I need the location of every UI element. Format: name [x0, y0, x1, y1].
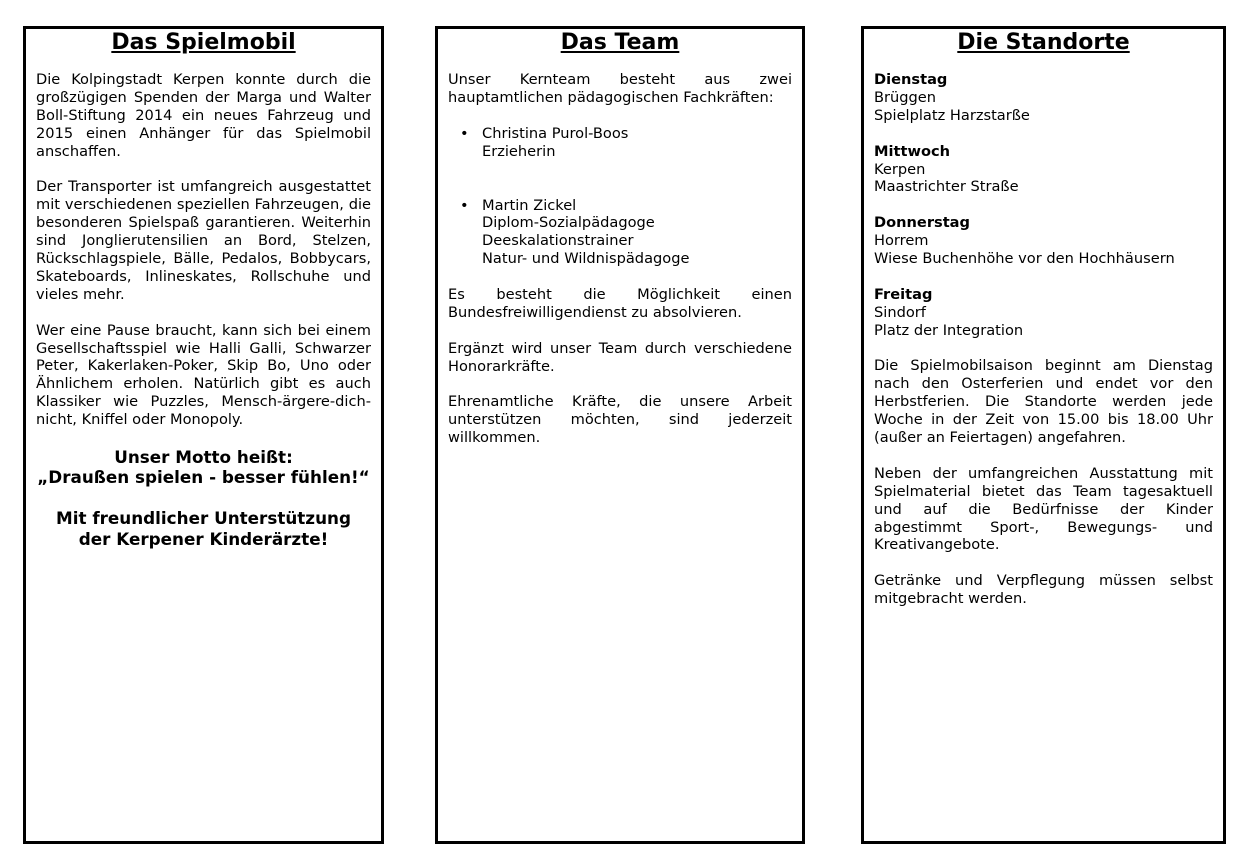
location-day: Freitag — [874, 285, 933, 303]
paragraph: Ehrenamtliche Kräfte, die unsere Arbeit unterstützen möchten, sind jederzeit willkommen. — [448, 393, 792, 447]
paragraph: Die Kolpingstadt Kerpen konnte durch die großzügigen Spenden der Marga und Walter Boll-Stiftung 2014 ein neues Fahrzeug und 2015 einen Anhänger für das Spielmobil anschaffen. — [36, 71, 371, 160]
paragraph: Unser Kernteam besteht aus zwei hauptamtlichen pädagogischen Fachkräften: — [448, 71, 792, 106]
bullet-icon: • — [460, 124, 469, 142]
member-role: Diplom-Sozialpädagoge — [482, 214, 655, 232]
location-place: Maastrichter Straße — [874, 178, 1019, 196]
location-day: Donnerstag — [874, 214, 970, 232]
member-role: Natur- und Wildnispädagoge — [482, 250, 690, 268]
location-place: Spielplatz Harzstarße — [874, 106, 1030, 124]
location-day: Dienstag — [874, 71, 948, 88]
support-line: Mit freundlicher Unterstützung — [56, 508, 351, 529]
panel-body — [26, 57, 381, 549]
bullet-icon: • — [460, 196, 469, 214]
panel-body — [864, 57, 1223, 608]
member-role: Deeskalationstrainer — [482, 232, 634, 250]
panel-title: Die Standorte — [957, 30, 1130, 55]
paragraph: Neben der umfangreichen Ausstattung mit Spielmaterial bietet das Team tagesaktuell und auf die Bedürfnisse der Kinder abgestimmt Sport-, Bewegungs- und Kreativangebote. — [874, 464, 1213, 554]
location-town: Horrem — [874, 232, 929, 250]
motto — [36, 447, 371, 488]
paragraph: Es besteht die Möglichkeit einen Bundesfreiwilligendienst zu absolvieren. — [448, 286, 792, 321]
paragraph: Die Spielmobilsaison beginnt am Dienstag nach den Osterferien und endet vor den Herbstferien. Die Standorte werden jede Woche in der Zeit von 15.00 bis 18.00 Uhr (außer an Feiertagen) angefahren. — [874, 357, 1213, 447]
panel-spielmobil — [23, 26, 384, 844]
location-place: Platz der Integration — [874, 321, 1024, 339]
location-block — [874, 214, 1213, 268]
motto-heading: Unser Motto heißt: — [114, 446, 293, 467]
location-town: Kerpen — [874, 160, 926, 178]
location-place: Wiese Buchenhöhe vor den Hochhäusern — [874, 250, 1175, 268]
panel-title: Das Spielmobil — [111, 30, 296, 55]
panel-title: Das Team — [560, 30, 680, 55]
location-block — [874, 71, 1213, 125]
member-role: Erzieherin — [482, 142, 556, 160]
member-name: Christina Purol-Boos — [482, 124, 629, 142]
support-note — [36, 508, 371, 549]
location-day: Mittwoch — [874, 142, 951, 160]
member-name: Martin Zickel — [482, 196, 577, 214]
motto-text: „Draußen spielen - besser fühlen!“ — [37, 467, 370, 488]
list-item — [448, 125, 792, 161]
location-block — [874, 286, 1213, 340]
team-list — [448, 125, 792, 268]
panel-body — [438, 57, 802, 447]
paragraph: Getränke und Verpflegung müssen selbst mitgebracht werden. — [874, 572, 1213, 608]
location-block — [874, 143, 1213, 197]
list-item — [448, 197, 792, 269]
panel-standorte — [861, 26, 1226, 844]
location-town: Sindorf — [874, 303, 926, 321]
panel-team — [435, 26, 805, 844]
location-town: Brüggen — [874, 88, 937, 106]
paragraph: Wer eine Pause braucht, kann sich bei einem Gesellschaftsspiel wie Halli Galli, Schwarzer Peter, Kakerlaken-Poker, Skip Bo, Uno oder Ähnlichem erholen. Natürlich gibt es auch Klassiker wie Puzzles, Mensch-ärgere-dich-nicht, Kniffel oder Monopoly. — [36, 321, 371, 429]
paragraph: Der Transporter ist umfangreich ausgestattet mit verschiedenen speziellen Fahrzeugen, die besonderen Spielspaß garantieren. Weiterhin sind Jonglierutensilien an Bord, Stelzen, Rückschlagspiele, Bälle, Pedalos, Bobbycars, Skateboards, Inlineskates, Rollschuhe und vieles mehr. — [36, 178, 371, 303]
support-line: der Kerpener Kinderärzte! — [78, 528, 329, 549]
paragraph: Ergänzt wird unser Team durch verschiedene Honorarkräfte. — [448, 339, 792, 375]
